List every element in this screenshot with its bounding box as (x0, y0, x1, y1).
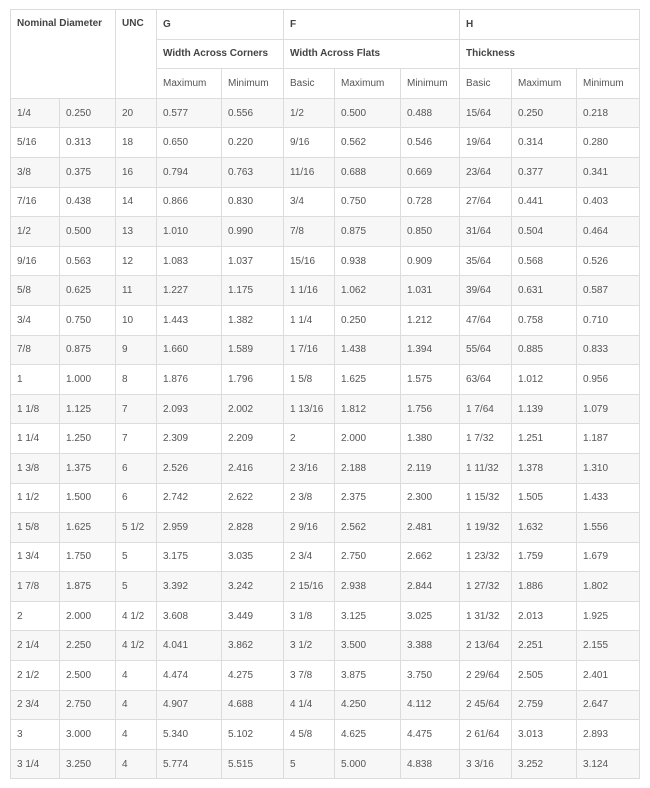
cell-f-maximum: 2.375 (335, 483, 401, 513)
table-row (11, 128, 640, 158)
cell-h-minimum: 0.833 (577, 335, 640, 365)
cell-f-minimum: 2.844 (401, 572, 460, 602)
cell-nominal-fraction: 1 5/8 (11, 513, 60, 543)
cell-g-minimum: 5.515 (222, 749, 284, 779)
cell-f-minimum: 0.909 (401, 246, 460, 276)
cell-g-minimum: 0.990 (222, 217, 284, 247)
cell-g-minimum: 2.828 (222, 513, 284, 543)
cell-nominal-fraction: 3/4 (11, 305, 60, 335)
cell-f-minimum: 0.488 (401, 98, 460, 128)
cell-g-maximum: 4.907 (157, 690, 222, 720)
cell-f-basic: 2 3/4 (284, 542, 335, 572)
cell-unc: 4 (116, 661, 157, 691)
table-row (11, 631, 640, 661)
cell-g-minimum: 0.556 (222, 98, 284, 128)
cell-nominal-decimal: 0.625 (60, 276, 116, 306)
cell-nominal-fraction: 3/8 (11, 157, 60, 187)
cell-g-maximum: 0.577 (157, 98, 222, 128)
cell-f-maximum: 2.000 (335, 424, 401, 454)
table-row (11, 749, 640, 779)
cell-g-maximum: 0.650 (157, 128, 222, 158)
cell-unc: 10 (116, 305, 157, 335)
cell-h-minimum: 3.124 (577, 749, 640, 779)
cell-h-basic: 3 3/16 (460, 749, 512, 779)
cell-g-minimum: 3.035 (222, 542, 284, 572)
cell-h-minimum: 2.155 (577, 631, 640, 661)
cell-h-maximum: 2.505 (512, 661, 577, 691)
cell-f-minimum: 2.300 (401, 483, 460, 513)
cell-f-basic: 3/4 (284, 187, 335, 217)
table-row (11, 365, 640, 395)
cell-f-maximum: 1.812 (335, 394, 401, 424)
cell-g-minimum: 3.862 (222, 631, 284, 661)
cell-g-minimum: 0.763 (222, 157, 284, 187)
cell-unc: 12 (116, 246, 157, 276)
cell-f-basic: 11/16 (284, 157, 335, 187)
cell-f-basic: 15/16 (284, 246, 335, 276)
cell-h-maximum: 0.504 (512, 217, 577, 247)
cell-unc: 6 (116, 453, 157, 483)
cell-g-minimum: 4.688 (222, 690, 284, 720)
cell-unc: 4 1/2 (116, 631, 157, 661)
table-row (11, 424, 640, 454)
cell-nominal-fraction: 2 1/2 (11, 661, 60, 691)
header-thickness: Thickness (460, 39, 640, 69)
cell-f-maximum: 4.250 (335, 690, 401, 720)
cell-f-minimum: 4.475 (401, 720, 460, 750)
cell-g-maximum: 3.608 (157, 601, 222, 631)
cell-h-basic: 2 45/64 (460, 690, 512, 720)
cell-f-basic: 4 1/4 (284, 690, 335, 720)
cell-unc: 8 (116, 365, 157, 395)
cell-g-minimum: 1.037 (222, 246, 284, 276)
cell-nominal-fraction: 1/2 (11, 217, 60, 247)
header-f: F (284, 10, 460, 40)
cell-nominal-fraction: 3 (11, 720, 60, 750)
cell-h-maximum: 3.013 (512, 720, 577, 750)
cell-nominal-decimal: 1.375 (60, 453, 116, 483)
cell-f-basic: 5 (284, 749, 335, 779)
cell-f-basic: 2 (284, 424, 335, 454)
cell-f-maximum: 3.125 (335, 601, 401, 631)
cell-h-basic: 35/64 (460, 246, 512, 276)
cell-unc: 11 (116, 276, 157, 306)
cell-h-maximum: 3.252 (512, 749, 577, 779)
cell-nominal-decimal: 3.250 (60, 749, 116, 779)
cell-g-maximum: 3.392 (157, 572, 222, 602)
cell-nominal-fraction: 1 3/8 (11, 453, 60, 483)
cell-h-maximum: 0.885 (512, 335, 577, 365)
header-unc: UNC (116, 10, 157, 99)
table-row (11, 572, 640, 602)
cell-h-maximum: 0.377 (512, 157, 577, 187)
table-row (11, 276, 640, 306)
cell-f-basic: 1/2 (284, 98, 335, 128)
cell-h-basic: 23/64 (460, 157, 512, 187)
cell-nominal-fraction: 2 (11, 601, 60, 631)
cell-h-maximum: 2.013 (512, 601, 577, 631)
cell-h-minimum: 0.956 (577, 365, 640, 395)
cell-h-minimum: 1.802 (577, 572, 640, 602)
cell-f-maximum: 2.938 (335, 572, 401, 602)
cell-h-maximum: 1.012 (512, 365, 577, 395)
cell-f-basic: 4 5/8 (284, 720, 335, 750)
cell-unc: 13 (116, 217, 157, 247)
cell-f-maximum: 5.000 (335, 749, 401, 779)
cell-h-minimum: 0.464 (577, 217, 640, 247)
cell-h-minimum: 0.587 (577, 276, 640, 306)
header-f-maximum: Maximum (335, 69, 401, 99)
cell-f-maximum: 0.250 (335, 305, 401, 335)
cell-g-minimum: 0.220 (222, 128, 284, 158)
cell-f-basic: 9/16 (284, 128, 335, 158)
cell-nominal-fraction: 1/4 (11, 98, 60, 128)
cell-f-maximum: 3.500 (335, 631, 401, 661)
cell-h-minimum: 0.403 (577, 187, 640, 217)
cell-h-minimum: 1.310 (577, 453, 640, 483)
cell-f-basic: 3 7/8 (284, 661, 335, 691)
cell-nominal-fraction: 5/8 (11, 276, 60, 306)
cell-h-maximum: 1.632 (512, 513, 577, 543)
cell-f-maximum: 0.875 (335, 217, 401, 247)
table-row (11, 305, 640, 335)
cell-f-minimum: 2.662 (401, 542, 460, 572)
cell-unc: 5 (116, 542, 157, 572)
cell-h-minimum: 0.280 (577, 128, 640, 158)
header-g-minimum: Minimum (222, 69, 284, 99)
cell-f-minimum: 4.112 (401, 690, 460, 720)
cell-h-basic: 31/64 (460, 217, 512, 247)
cell-f-basic: 1 1/4 (284, 305, 335, 335)
header-g: G (157, 10, 284, 40)
cell-g-minimum: 4.275 (222, 661, 284, 691)
cell-h-minimum: 2.893 (577, 720, 640, 750)
cell-nominal-decimal: 1.875 (60, 572, 116, 602)
cell-h-basic: 1 7/64 (460, 394, 512, 424)
cell-g-maximum: 2.742 (157, 483, 222, 513)
cell-f-minimum: 1.031 (401, 276, 460, 306)
cell-nominal-decimal: 2.250 (60, 631, 116, 661)
cell-h-basic: 2 29/64 (460, 661, 512, 691)
cell-unc: 5 (116, 572, 157, 602)
cell-g-maximum: 2.526 (157, 453, 222, 483)
cell-nominal-decimal: 0.500 (60, 217, 116, 247)
cell-f-maximum: 0.500 (335, 98, 401, 128)
cell-nominal-decimal: 2.500 (60, 661, 116, 691)
cell-g-minimum: 3.242 (222, 572, 284, 602)
cell-nominal-fraction: 1 7/8 (11, 572, 60, 602)
table-row (11, 601, 640, 631)
cell-g-maximum: 2.309 (157, 424, 222, 454)
cell-nominal-decimal: 1.250 (60, 424, 116, 454)
cell-g-maximum: 4.474 (157, 661, 222, 691)
cell-f-basic: 2 15/16 (284, 572, 335, 602)
cell-nominal-decimal: 0.750 (60, 305, 116, 335)
cell-g-minimum: 1.175 (222, 276, 284, 306)
table-row (11, 187, 640, 217)
cell-unc: 4 (116, 690, 157, 720)
cell-nominal-decimal: 0.563 (60, 246, 116, 276)
table-row (11, 542, 640, 572)
cell-h-maximum: 0.441 (512, 187, 577, 217)
cell-unc: 5 1/2 (116, 513, 157, 543)
cell-h-basic: 1 19/32 (460, 513, 512, 543)
cell-nominal-fraction: 5/16 (11, 128, 60, 158)
cell-g-maximum: 1.660 (157, 335, 222, 365)
cell-h-basic: 19/64 (460, 128, 512, 158)
cell-h-basic: 39/64 (460, 276, 512, 306)
cell-f-minimum: 1.380 (401, 424, 460, 454)
cell-h-maximum: 0.250 (512, 98, 577, 128)
cell-h-minimum: 1.556 (577, 513, 640, 543)
hex-nut-dimensions-table (10, 9, 640, 779)
table-row (11, 217, 640, 247)
header-row-groups (11, 10, 640, 40)
cell-nominal-decimal: 0.875 (60, 335, 116, 365)
cell-h-basic: 1 23/32 (460, 542, 512, 572)
cell-unc: 6 (116, 483, 157, 513)
cell-h-maximum: 0.314 (512, 128, 577, 158)
cell-g-maximum: 0.866 (157, 187, 222, 217)
cell-g-minimum: 2.416 (222, 453, 284, 483)
cell-h-basic: 63/64 (460, 365, 512, 395)
table-row (11, 157, 640, 187)
cell-nominal-fraction: 1 (11, 365, 60, 395)
cell-g-maximum: 1.083 (157, 246, 222, 276)
header-h-maximum: Maximum (512, 69, 577, 99)
header-width-across-corners: Width Across Corners (157, 39, 284, 69)
cell-nominal-fraction: 1 3/4 (11, 542, 60, 572)
table-body (11, 98, 640, 779)
cell-h-maximum: 1.251 (512, 424, 577, 454)
cell-h-maximum: 2.759 (512, 690, 577, 720)
cell-nominal-fraction: 1 1/2 (11, 483, 60, 513)
cell-f-basic: 1 13/16 (284, 394, 335, 424)
cell-h-minimum: 1.433 (577, 483, 640, 513)
cell-g-maximum: 5.340 (157, 720, 222, 750)
cell-f-basic: 2 3/16 (284, 453, 335, 483)
cell-f-minimum: 1.212 (401, 305, 460, 335)
cell-unc: 7 (116, 394, 157, 424)
cell-g-maximum: 2.093 (157, 394, 222, 424)
cell-f-maximum: 4.625 (335, 720, 401, 750)
cell-f-minimum: 1.394 (401, 335, 460, 365)
table-row (11, 98, 640, 128)
cell-h-basic: 2 61/64 (460, 720, 512, 750)
cell-h-basic: 15/64 (460, 98, 512, 128)
cell-h-maximum: 0.568 (512, 246, 577, 276)
cell-h-maximum: 0.631 (512, 276, 577, 306)
cell-h-basic: 47/64 (460, 305, 512, 335)
cell-h-basic: 27/64 (460, 187, 512, 217)
cell-unc: 14 (116, 187, 157, 217)
header-h-minimum: Minimum (577, 69, 640, 99)
table-row (11, 394, 640, 424)
cell-nominal-fraction: 7/16 (11, 187, 60, 217)
cell-f-minimum: 2.481 (401, 513, 460, 543)
cell-f-basic: 7/8 (284, 217, 335, 247)
header-nominal-diameter: Nominal Diameter (11, 10, 116, 99)
cell-f-minimum: 0.669 (401, 157, 460, 187)
cell-f-minimum: 2.119 (401, 453, 460, 483)
table-row (11, 453, 640, 483)
cell-g-maximum: 1.876 (157, 365, 222, 395)
cell-f-maximum: 1.062 (335, 276, 401, 306)
cell-g-maximum: 0.794 (157, 157, 222, 187)
cell-nominal-decimal: 0.438 (60, 187, 116, 217)
cell-f-maximum: 3.875 (335, 661, 401, 691)
cell-g-minimum: 3.449 (222, 601, 284, 631)
cell-h-minimum: 0.341 (577, 157, 640, 187)
table-row (11, 246, 640, 276)
cell-h-minimum: 2.401 (577, 661, 640, 691)
cell-nominal-decimal: 2.000 (60, 601, 116, 631)
cell-h-basic: 1 11/32 (460, 453, 512, 483)
table-row (11, 690, 640, 720)
cell-g-maximum: 1.443 (157, 305, 222, 335)
cell-f-minimum: 3.388 (401, 631, 460, 661)
cell-nominal-fraction: 3 1/4 (11, 749, 60, 779)
cell-f-maximum: 0.750 (335, 187, 401, 217)
cell-f-maximum: 2.188 (335, 453, 401, 483)
header-width-across-flats: Width Across Flats (284, 39, 460, 69)
cell-g-minimum: 5.102 (222, 720, 284, 750)
cell-nominal-fraction: 7/8 (11, 335, 60, 365)
cell-nominal-fraction: 2 1/4 (11, 631, 60, 661)
cell-g-maximum: 2.959 (157, 513, 222, 543)
cell-g-minimum: 2.002 (222, 394, 284, 424)
cell-f-maximum: 1.438 (335, 335, 401, 365)
cell-nominal-decimal: 0.375 (60, 157, 116, 187)
cell-f-maximum: 0.688 (335, 157, 401, 187)
cell-nominal-fraction: 2 3/4 (11, 690, 60, 720)
cell-h-basic: 1 7/32 (460, 424, 512, 454)
cell-f-maximum: 2.750 (335, 542, 401, 572)
cell-g-maximum: 5.774 (157, 749, 222, 779)
cell-nominal-decimal: 2.750 (60, 690, 116, 720)
cell-unc: 18 (116, 128, 157, 158)
cell-h-maximum: 1.378 (512, 453, 577, 483)
cell-h-minimum: 1.679 (577, 542, 640, 572)
cell-g-minimum: 2.209 (222, 424, 284, 454)
cell-f-minimum: 1.756 (401, 394, 460, 424)
cell-f-basic: 1 1/16 (284, 276, 335, 306)
cell-g-maximum: 1.227 (157, 276, 222, 306)
cell-f-minimum: 1.575 (401, 365, 460, 395)
cell-unc: 16 (116, 157, 157, 187)
header-h: H (460, 10, 640, 40)
cell-unc: 4 1/2 (116, 601, 157, 631)
cell-g-maximum: 4.041 (157, 631, 222, 661)
cell-nominal-decimal: 1.750 (60, 542, 116, 572)
cell-unc: 4 (116, 749, 157, 779)
cell-nominal-decimal: 1.500 (60, 483, 116, 513)
cell-f-minimum: 3.750 (401, 661, 460, 691)
cell-g-minimum: 2.622 (222, 483, 284, 513)
cell-h-minimum: 0.218 (577, 98, 640, 128)
cell-f-basic: 1 5/8 (284, 365, 335, 395)
cell-f-maximum: 2.562 (335, 513, 401, 543)
cell-unc: 9 (116, 335, 157, 365)
header-f-basic: Basic (284, 69, 335, 99)
header-g-maximum: Maximum (157, 69, 222, 99)
cell-nominal-decimal: 1.625 (60, 513, 116, 543)
cell-nominal-decimal: 3.000 (60, 720, 116, 750)
cell-f-basic: 2 3/8 (284, 483, 335, 513)
cell-h-maximum: 2.251 (512, 631, 577, 661)
cell-h-basic: 55/64 (460, 335, 512, 365)
cell-nominal-decimal: 0.313 (60, 128, 116, 158)
cell-h-maximum: 0.758 (512, 305, 577, 335)
table-row (11, 720, 640, 750)
cell-g-minimum: 0.830 (222, 187, 284, 217)
cell-h-maximum: 1.759 (512, 542, 577, 572)
cell-f-maximum: 0.562 (335, 128, 401, 158)
header-f-minimum: Minimum (401, 69, 460, 99)
table-row (11, 513, 640, 543)
cell-g-maximum: 3.175 (157, 542, 222, 572)
cell-g-maximum: 1.010 (157, 217, 222, 247)
cell-unc: 4 (116, 720, 157, 750)
cell-f-basic: 2 9/16 (284, 513, 335, 543)
cell-h-maximum: 1.886 (512, 572, 577, 602)
cell-f-minimum: 3.025 (401, 601, 460, 631)
cell-h-maximum: 1.505 (512, 483, 577, 513)
cell-f-minimum: 4.838 (401, 749, 460, 779)
cell-f-minimum: 0.728 (401, 187, 460, 217)
cell-h-minimum: 2.647 (577, 690, 640, 720)
cell-nominal-fraction: 1 1/8 (11, 394, 60, 424)
table-header (11, 10, 640, 99)
cell-f-maximum: 1.625 (335, 365, 401, 395)
cell-g-minimum: 1.796 (222, 365, 284, 395)
cell-h-basic: 2 13/64 (460, 631, 512, 661)
cell-g-minimum: 1.382 (222, 305, 284, 335)
table-row (11, 483, 640, 513)
cell-h-minimum: 1.079 (577, 394, 640, 424)
table-row (11, 335, 640, 365)
cell-unc: 7 (116, 424, 157, 454)
cell-nominal-decimal: 0.250 (60, 98, 116, 128)
cell-h-basic: 1 27/32 (460, 572, 512, 602)
cell-nominal-fraction: 9/16 (11, 246, 60, 276)
cell-h-minimum: 1.925 (577, 601, 640, 631)
cell-g-minimum: 1.589 (222, 335, 284, 365)
cell-nominal-decimal: 1.125 (60, 394, 116, 424)
cell-f-maximum: 0.938 (335, 246, 401, 276)
cell-h-basic: 1 31/32 (460, 601, 512, 631)
cell-h-maximum: 1.139 (512, 394, 577, 424)
table-row (11, 661, 640, 691)
cell-f-basic: 3 1/2 (284, 631, 335, 661)
cell-h-minimum: 0.710 (577, 305, 640, 335)
cell-nominal-decimal: 1.000 (60, 365, 116, 395)
cell-h-minimum: 1.187 (577, 424, 640, 454)
cell-f-minimum: 0.850 (401, 217, 460, 247)
cell-f-basic: 1 7/16 (284, 335, 335, 365)
header-h-basic: Basic (460, 69, 512, 99)
cell-unc: 20 (116, 98, 157, 128)
cell-f-minimum: 0.546 (401, 128, 460, 158)
cell-f-basic: 3 1/8 (284, 601, 335, 631)
cell-h-basic: 1 15/32 (460, 483, 512, 513)
cell-nominal-fraction: 1 1/4 (11, 424, 60, 454)
cell-h-minimum: 0.526 (577, 246, 640, 276)
